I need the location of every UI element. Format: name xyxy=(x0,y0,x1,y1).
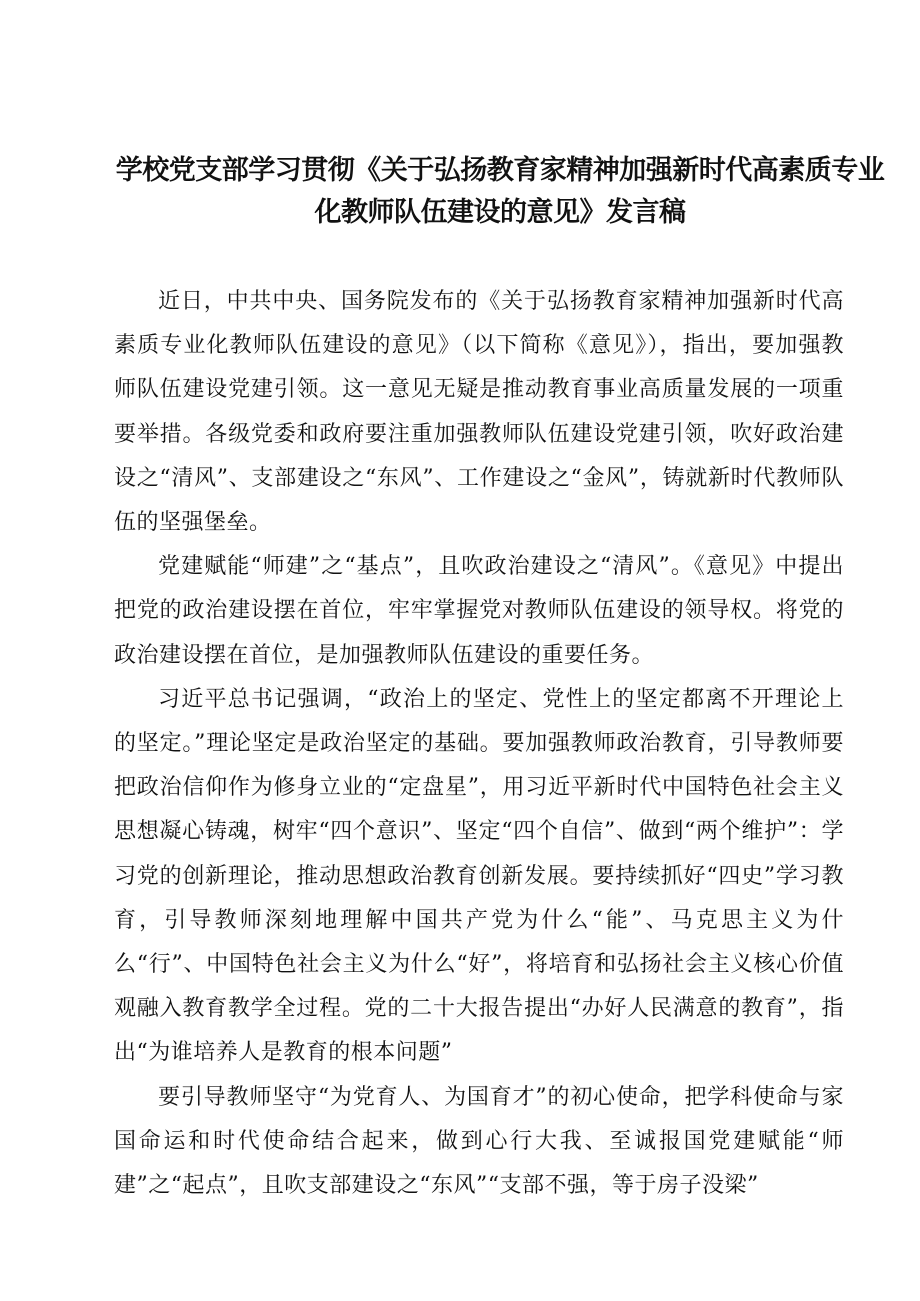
title-line-1: 学校党支部学习贯彻《关于弘扬教育家精神加强新时代高素质专业 xyxy=(115,155,885,186)
paragraph-2: 党建赋能“师建”之“基点”，且吹政治建设之“清风”。《意见》中提出把党的政治建设摆在首位，牢牢掌握党对教师队伍建设的领导权。将党的政治建设摆在首位，是加强教师队伍建设的重要任务。 xyxy=(114,554,844,668)
paragraph-1: 近日，中共中央、国务院发布的《关于弘扬教育家精神加强新时代高素质专业化教师队伍建设的意见》（以下简称《意见》），指出，要加强教师队伍建设党建引领。这一意见无疑是推动教育事业高质量发展的一项重要举措。各级党委和政府要注重加强教师队伍建设党建引领，吹好政治建设之“清风”、支部建设之“东风”、工作建设之“金风”，铸就新时代教师队伍的坚强堡垒。 xyxy=(114,289,844,536)
paragraph-4: 要引导教师坚守“为党育人、为国育才”的初心使命，把学科使命与家国命运和时代使命结合起来，做到心行大我、至诚报国党建赋能“师建”之“起点”，且吹支部建设之“东风”“支部不强，等于房子没梁” xyxy=(114,1084,844,1199)
document-title xyxy=(110,150,890,234)
paragraph-3: 习近平总书记强调，“政治上的坚定、党性上的坚定都离不开理论上的坚定。”理论坚定是政治坚定的基础。要加强教师政治教育，引导教师要把政治信仰作为修身立业的“定盘星”，用习近平新时代中国特色社会主义思想凝心铸魂，树牢“四个意识”、坚定“四个自信”、做到“两个维护”：学习党的创新理论，推动思想政治教育创新发展。要持续抓好“四史”学习教育，引导教师深刻地理解中国共产党为什么“能”、马克思主义为什么“行”、中国特色社会主义为什么“好”，将培育和弘扬社会主义核心价值观融入教育教学全过程。党的二十大报告提出“办好人民满意的教育”，指出“为谁培养人是教育的根本问题” xyxy=(114,686,844,1066)
title-line-2: 化教师队伍建设的意见》发言稿 xyxy=(314,197,686,228)
document-body xyxy=(114,280,844,1208)
